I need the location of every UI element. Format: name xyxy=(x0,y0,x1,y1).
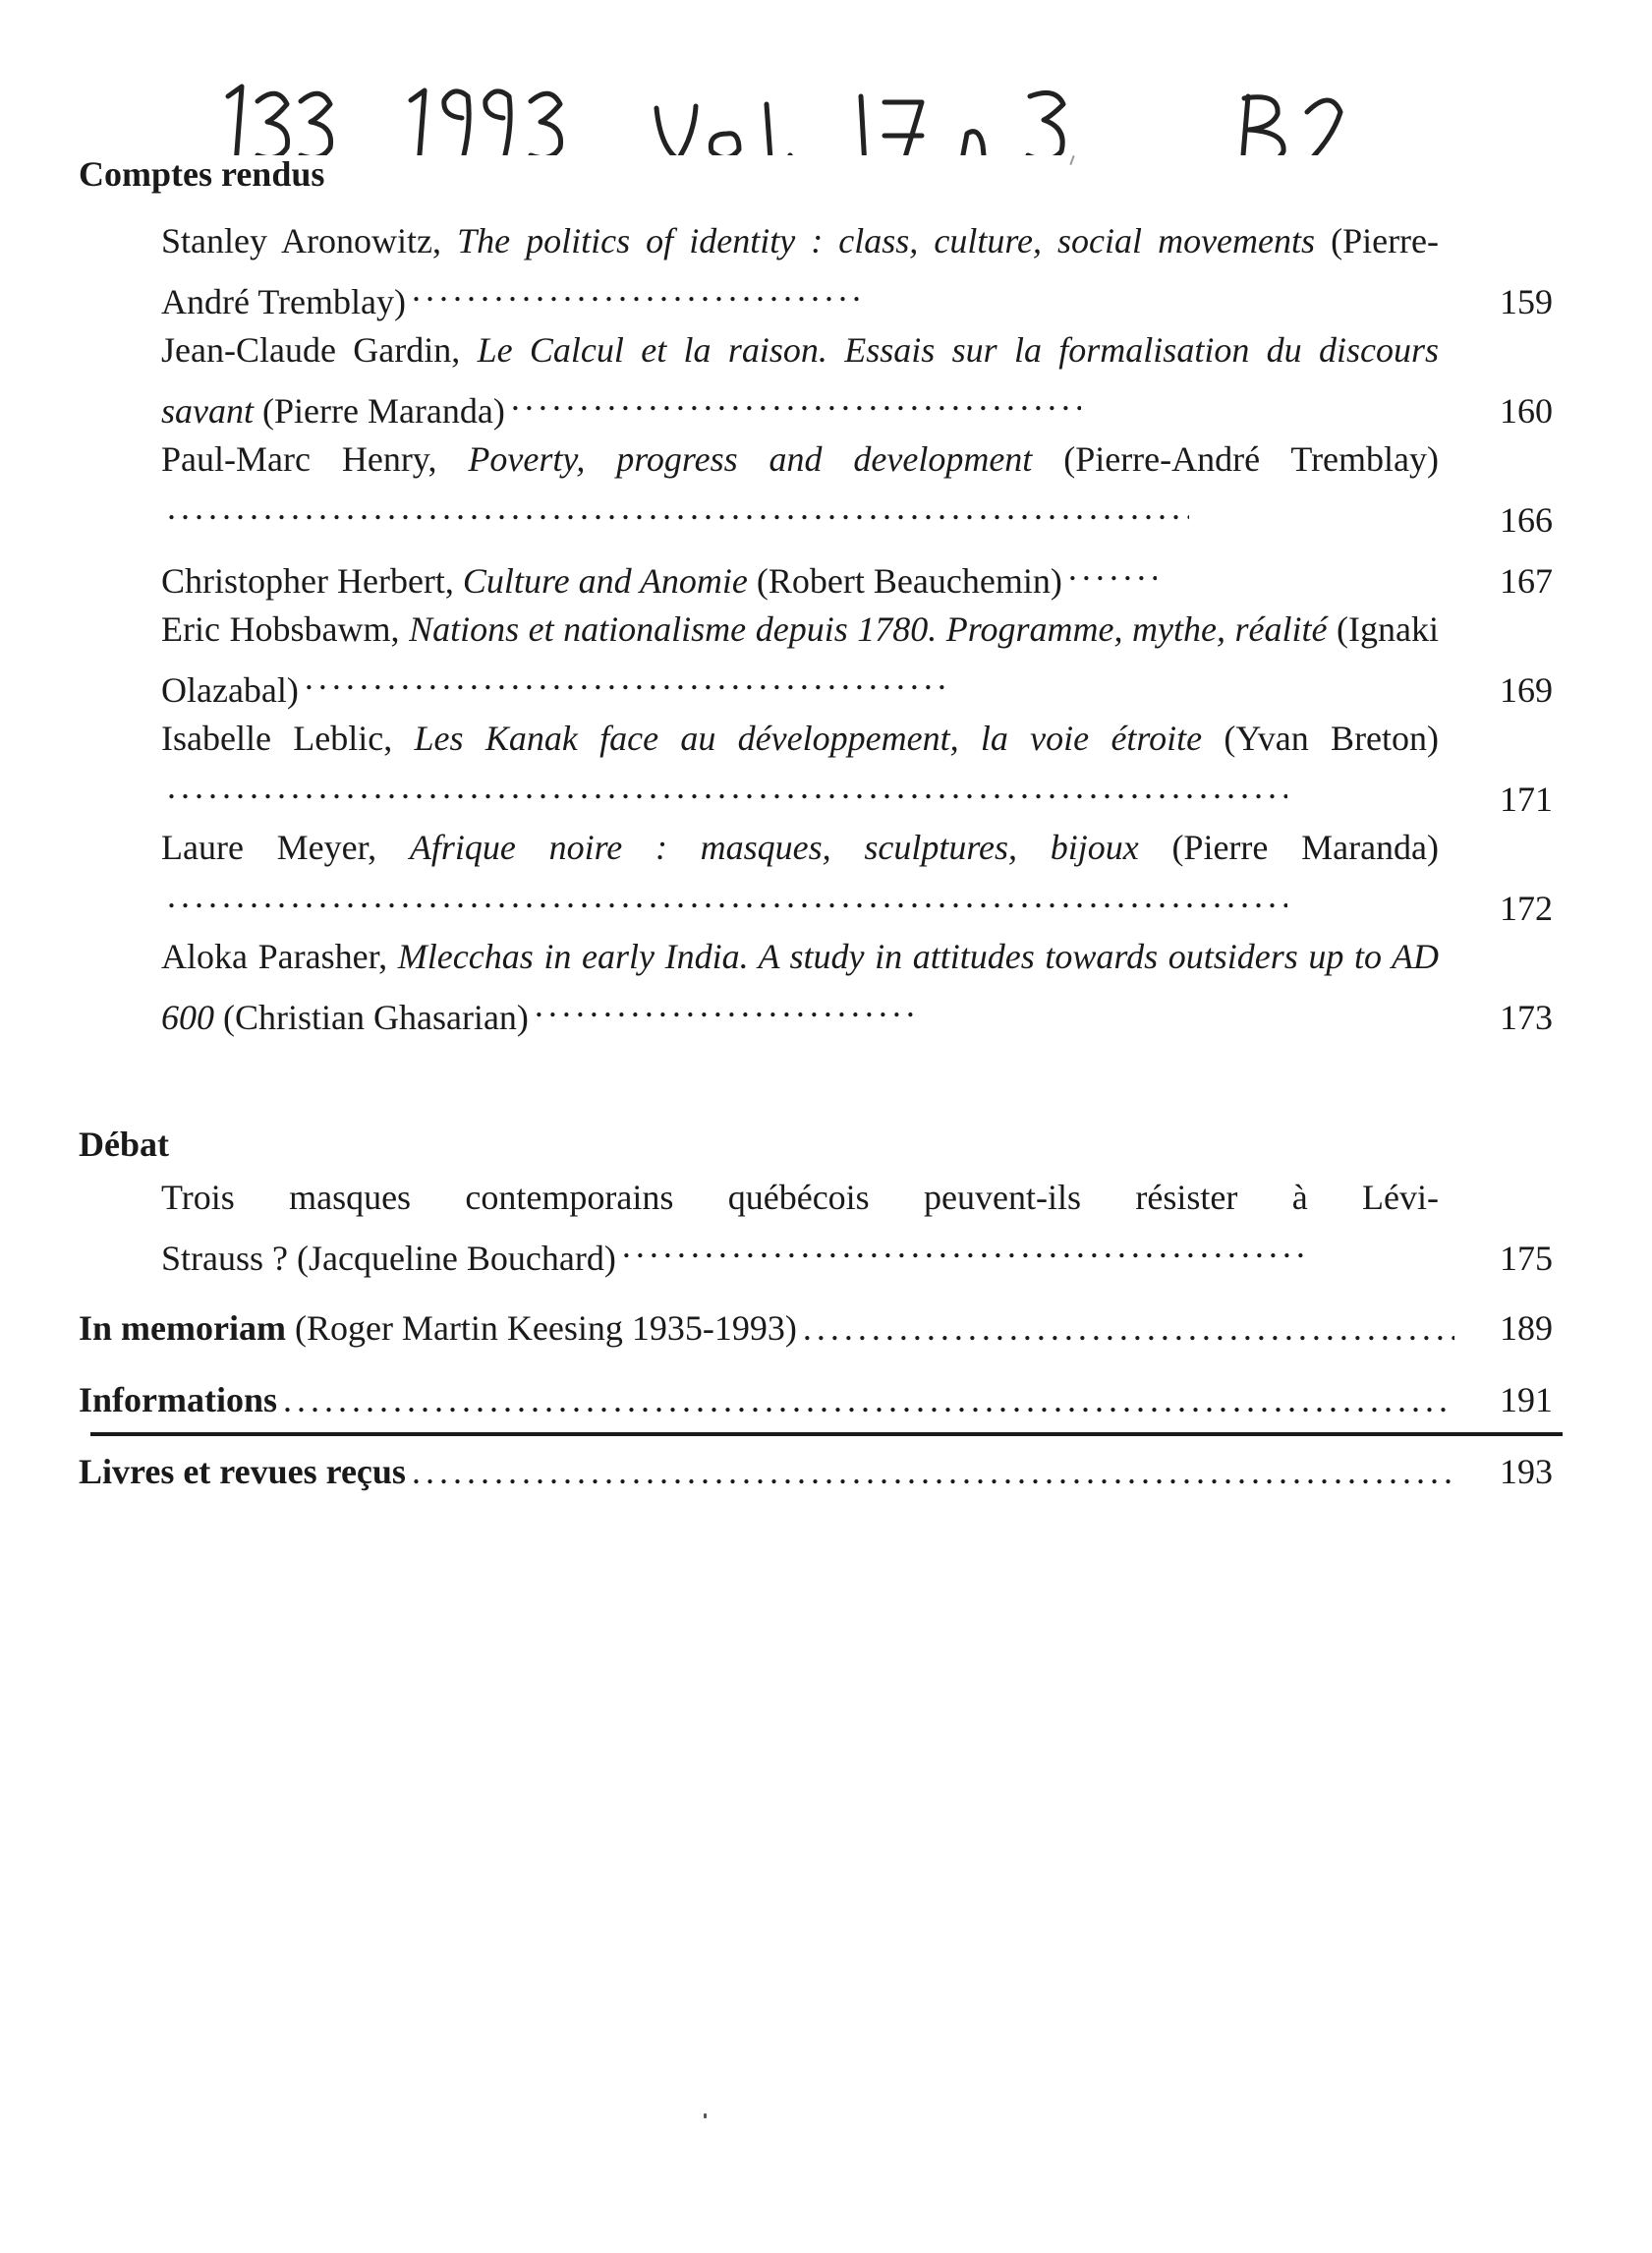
entry-title: Le Calcul et la raison. Essais sur la formalisation du discours savant xyxy=(161,330,1440,431)
page-number: 159 xyxy=(1500,282,1553,321)
entry-author: Christopher Herbert, xyxy=(161,561,454,601)
livres-label: Livres et revues reçus xyxy=(79,1452,406,1491)
in-memoriam-label: In memoriam xyxy=(79,1308,286,1348)
dot-leader xyxy=(1068,545,1157,593)
dot-leader xyxy=(803,1304,1454,1353)
page-number: 189 xyxy=(1500,1308,1553,1348)
toc-entry xyxy=(161,217,1553,326)
debat-line-2: Strauss ? (Jacqueline Bouchard) xyxy=(161,1239,616,1278)
debat-section xyxy=(79,1123,1553,1283)
toc-entry-text xyxy=(161,933,1439,1042)
page-number: 172 xyxy=(1500,889,1553,928)
toc-entry-text xyxy=(161,1174,1439,1283)
toc-row-informations xyxy=(79,1376,1553,1424)
dot-leader xyxy=(283,1376,1454,1424)
entry-title: Nations et nationalisme depuis 1780. Programme, mythe, réalité xyxy=(409,609,1328,649)
entry-reviewer: (Pierre-André Tremblay) xyxy=(1063,439,1440,479)
entry-reviewer: (Pierre Maranda) xyxy=(1171,828,1440,867)
table-of-contents xyxy=(79,152,1553,1496)
entry-author: Laure Meyer, xyxy=(161,828,377,867)
entry-reviewer: (Robert Beauchemin) xyxy=(756,561,1062,601)
entry-reviewer: (Christian Ghasarian) xyxy=(223,998,529,1037)
dot-leader xyxy=(622,1222,1310,1270)
entry-author: Eric Hobsbawm, xyxy=(161,609,400,649)
entry-title: Mlecchas in early India. A study in attitudes towards outsiders up to AD 600 xyxy=(161,937,1440,1037)
handwritten-strokes xyxy=(0,57,1652,155)
entry-reviewer: (Ignaki Olazabal) xyxy=(161,609,1440,710)
section-heading-comptes-rendus: Comptes rendus xyxy=(79,154,325,194)
entry-reviewer: (Pierre Maranda) xyxy=(262,391,505,431)
toc-entry-text xyxy=(161,824,1439,933)
dot-leader xyxy=(167,872,1287,920)
toc-entry-text xyxy=(161,326,1439,435)
informations-label: Informations xyxy=(79,1380,278,1419)
scan-speck xyxy=(704,2113,707,2118)
comptes-rendus-list xyxy=(161,217,1553,1042)
toc-entry xyxy=(161,715,1553,824)
entry-author: Jean-Claude Gardin, xyxy=(161,330,461,370)
entry-title: The politics of identity : class, culture, social movements xyxy=(457,221,1316,260)
dot-leader xyxy=(412,1448,1454,1496)
entry-title: Culture and Anomie xyxy=(462,561,748,601)
page-number: 171 xyxy=(1500,780,1553,819)
entry-author: Stanley Aronowitz, xyxy=(161,221,442,260)
page-number: 191 xyxy=(1500,1380,1553,1419)
debat-line-1: Trois masques contemporains québécois peuvent-ils résister à Lévi- xyxy=(161,1178,1439,1217)
dot-leader xyxy=(412,265,864,314)
debat-list xyxy=(161,1174,1553,1283)
handwritten-annotation xyxy=(0,57,1652,155)
toc-entry xyxy=(161,933,1553,1042)
page-number: 167 xyxy=(1500,561,1553,601)
page-number: 166 xyxy=(1500,500,1553,540)
page-number: 173 xyxy=(1500,998,1553,1037)
page-number: 169 xyxy=(1500,670,1553,710)
entry-title: Afrique noire : masques, sculptures, bijoux xyxy=(409,828,1139,867)
entry-author: Aloka Parasher, xyxy=(161,937,388,976)
bottom-rule xyxy=(90,1432,1563,1436)
page-number: 193 xyxy=(1500,1452,1553,1491)
entry-author: Isabelle Leblic, xyxy=(161,719,393,758)
dot-leader xyxy=(167,484,1189,532)
page-number: 175 xyxy=(1500,1239,1553,1278)
entry-reviewer: (Yvan Breton) xyxy=(1224,719,1440,758)
entry-author: Paul-Marc Henry, xyxy=(161,439,437,479)
dot-leader xyxy=(305,654,953,702)
toc-entry xyxy=(161,435,1553,545)
toc-entry-text xyxy=(161,715,1439,824)
dot-leader xyxy=(535,981,918,1029)
page-number: 160 xyxy=(1500,391,1553,431)
toc-entry-text xyxy=(161,545,1439,606)
toc-entry xyxy=(161,606,1553,715)
toc-entry xyxy=(161,326,1553,435)
in-memoriam-detail: (Roger Martin Keesing 1935-1993) xyxy=(294,1308,797,1348)
entry-reviewer: (Pierre-André Tremblay) xyxy=(161,221,1440,321)
toc-row-in-memoriam xyxy=(79,1304,1553,1353)
toc-entry xyxy=(161,1174,1553,1283)
section-heading-debat: Débat xyxy=(79,1125,169,1164)
entry-title: Poverty, progress and development xyxy=(468,439,1033,479)
toc-entry-text xyxy=(161,217,1439,326)
entry-title: Les Kanak face au développement, la voie étroite xyxy=(414,719,1203,758)
dot-leader xyxy=(167,763,1287,811)
toc-entry xyxy=(161,545,1553,606)
toc-entry-text xyxy=(161,606,1439,715)
toc-entry-text xyxy=(161,435,1439,545)
dot-leader xyxy=(511,375,1081,423)
toc-entry xyxy=(161,824,1553,933)
toc-row-livres xyxy=(79,1448,1553,1496)
